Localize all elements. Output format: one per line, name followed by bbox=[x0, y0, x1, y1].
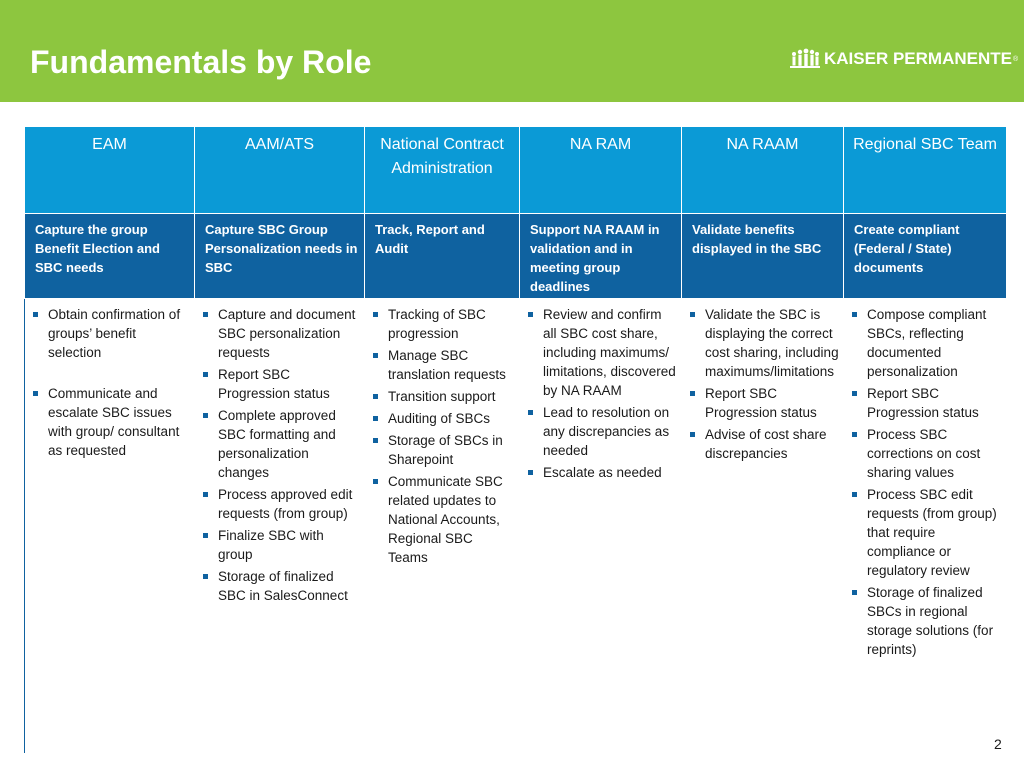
task-item bbox=[33, 305, 190, 362]
bullet-icon bbox=[373, 353, 378, 358]
task-text: Report SBC Progression status bbox=[705, 386, 817, 420]
task-text: Lead to resolution on any discrepancies as needed bbox=[543, 405, 670, 458]
bullet-icon bbox=[33, 391, 38, 396]
task-text: Process SBC corrections on cost sharing values bbox=[867, 427, 981, 480]
task-text: Advise of cost share discrepancies bbox=[705, 427, 827, 461]
role-name-eam: EAM bbox=[25, 127, 195, 214]
role-tasks-na-ram bbox=[520, 299, 682, 754]
people-logo-icon bbox=[790, 48, 820, 70]
task-item bbox=[528, 403, 677, 460]
bullet-icon bbox=[690, 312, 695, 317]
task-item bbox=[690, 425, 839, 463]
task-item bbox=[852, 583, 1002, 659]
task-item bbox=[852, 425, 1002, 482]
task-item bbox=[690, 305, 839, 381]
bullet-icon bbox=[852, 432, 857, 437]
bullet-icon bbox=[203, 574, 208, 579]
task-item bbox=[690, 384, 839, 422]
role-name-na-raam: NA RAAM bbox=[682, 127, 844, 214]
task-item bbox=[373, 472, 515, 567]
registered-mark: ® bbox=[1012, 55, 1019, 63]
task-text: Report SBC Progression status bbox=[218, 367, 330, 401]
task-item bbox=[203, 567, 360, 605]
role-name-na-ram: NA RAM bbox=[520, 127, 682, 214]
task-item bbox=[203, 485, 360, 523]
role-tasks-aam-ats bbox=[195, 299, 365, 754]
task-text: Storage of SBCs in Sharepoint bbox=[388, 433, 503, 467]
task-text: Finalize SBC with group bbox=[218, 528, 324, 562]
role-name-aam-ats: AAM/ATS bbox=[195, 127, 365, 214]
slide-header bbox=[0, 0, 1024, 102]
role-header-row bbox=[25, 127, 1007, 214]
role-purpose-regional-sbc-team: Create compliant (Federal / State) documents bbox=[844, 214, 1007, 299]
bullet-icon bbox=[528, 470, 533, 475]
bullet-icon bbox=[852, 391, 857, 396]
bullet-icon bbox=[852, 312, 857, 317]
role-purpose-na-ram: Support NA RAAM in validation and in meeting group deadlines bbox=[520, 214, 682, 299]
bullet-icon bbox=[690, 391, 695, 396]
task-item bbox=[852, 485, 1002, 580]
task-text: Validate the SBC is displaying the correct cost sharing, including maximums/limitations bbox=[705, 307, 839, 379]
bullet-icon bbox=[528, 312, 533, 317]
task-list bbox=[852, 305, 1002, 659]
bullet-icon bbox=[203, 312, 208, 317]
task-item bbox=[373, 431, 515, 469]
role-name-national-contract-admin: National Contract Administration bbox=[365, 127, 520, 214]
slide-title: Fundamentals by Role bbox=[30, 44, 372, 80]
task-item bbox=[203, 406, 360, 482]
bullet-icon bbox=[373, 479, 378, 484]
task-item bbox=[852, 305, 1002, 381]
task-text: Process SBC edit requests (from group) that require compliance or regulatory review bbox=[867, 487, 997, 578]
role-purpose-national-contract-admin: Track, Report and Audit bbox=[365, 214, 520, 299]
role-name-regional-sbc-team: Regional SBC Team bbox=[844, 127, 1007, 214]
task-text: Report SBC Progression status bbox=[867, 386, 979, 420]
task-text: Communicate and escalate SBC issues with group/ consultant as requested bbox=[48, 386, 180, 458]
task-text: Communicate SBC related updates to National Accounts, Regional SBC Teams bbox=[388, 474, 503, 565]
task-text: Escalate as needed bbox=[543, 465, 662, 480]
role-tasks-regional-sbc-team bbox=[844, 299, 1007, 754]
task-text: Capture and document SBC personalization requests bbox=[218, 307, 356, 360]
bullet-icon bbox=[528, 410, 533, 415]
page-number: 2 bbox=[994, 736, 1002, 752]
task-text: Obtain confirmation of groups’ benefit selection bbox=[48, 307, 181, 360]
bullet-icon bbox=[373, 438, 378, 443]
task-list bbox=[373, 305, 515, 567]
role-purpose-eam: Capture the group Benefit Election and SBC needs bbox=[25, 214, 195, 299]
task-text: Transition support bbox=[388, 389, 496, 404]
task-text: Compose compliant SBCs, reflecting documented personalization bbox=[867, 307, 987, 379]
role-tasks-row bbox=[25, 299, 1007, 754]
bullet-icon bbox=[203, 492, 208, 497]
task-list bbox=[203, 305, 360, 605]
task-item bbox=[203, 305, 360, 362]
task-item bbox=[373, 409, 515, 428]
task-item bbox=[373, 305, 515, 343]
role-tasks-national-contract-admin bbox=[365, 299, 520, 754]
task-item bbox=[528, 463, 677, 482]
bullet-icon bbox=[203, 533, 208, 538]
task-item bbox=[528, 305, 677, 400]
task-text: Complete approved SBC formatting and personalization changes bbox=[218, 408, 336, 480]
bullet-icon bbox=[203, 372, 208, 377]
task-text: Storage of finalized SBC in SalesConnect bbox=[218, 569, 348, 603]
bullet-icon bbox=[203, 413, 208, 418]
task-list bbox=[690, 305, 839, 463]
task-text: Tracking of SBC progression bbox=[388, 307, 486, 341]
logo-wordmark: KAISER PERMANENTE bbox=[824, 49, 1012, 68]
role-tasks-eam bbox=[25, 299, 195, 754]
task-list bbox=[33, 305, 190, 460]
task-item bbox=[203, 526, 360, 564]
role-purpose-na-raam: Validate benefits displayed in the SBC bbox=[682, 214, 844, 299]
roles-table bbox=[24, 126, 1007, 754]
bullet-icon bbox=[852, 492, 857, 497]
task-text: Storage of finalized SBCs in regional storage solutions (for reprints) bbox=[867, 585, 994, 657]
task-item bbox=[373, 346, 515, 384]
kaiser-permanente-logo bbox=[790, 44, 1018, 74]
task-item bbox=[203, 365, 360, 403]
bullet-icon bbox=[852, 590, 857, 595]
bullet-icon bbox=[373, 416, 378, 421]
task-text: Auditing of SBCs bbox=[388, 411, 491, 426]
task-text: Manage SBC translation requests bbox=[388, 348, 506, 382]
task-text: Review and confirm all SBC cost share, including maximums/ limitations, discovered by NA RAAM bbox=[543, 307, 676, 398]
task-item bbox=[852, 384, 1002, 422]
bullet-icon bbox=[690, 432, 695, 437]
role-purpose-row bbox=[25, 214, 1007, 299]
role-purpose-aam-ats: Capture SBC Group Personalization needs in SBC bbox=[195, 214, 365, 299]
task-item bbox=[33, 384, 190, 460]
bullet-icon bbox=[33, 312, 38, 317]
task-item bbox=[373, 387, 515, 406]
task-list bbox=[528, 305, 677, 482]
task-text: Process approved edit requests (from group) bbox=[218, 487, 353, 521]
role-tasks-na-raam bbox=[682, 299, 844, 754]
bullet-icon bbox=[373, 394, 378, 399]
bullet-icon bbox=[373, 312, 378, 317]
